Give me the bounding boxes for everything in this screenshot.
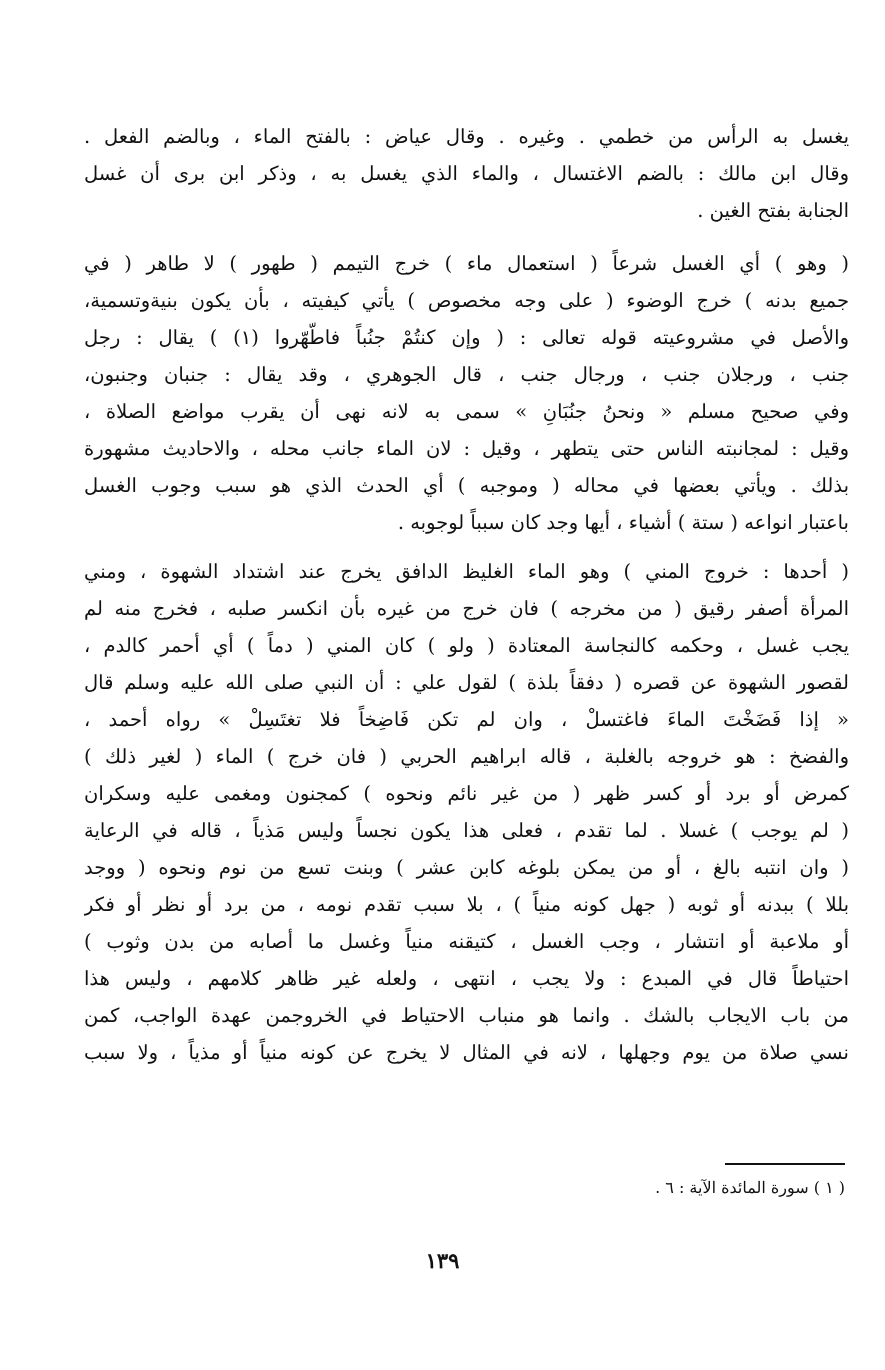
footnote: ( ١ ) سورة المائدة الآية : ٦ . (655, 1178, 845, 1197)
page-number: ١٣٩ (425, 1248, 460, 1273)
text-line: يغسل به الرأس من خطمي . وغيره . وقال عياض : بالفتح الماء ، وبالضم الفعل . (84, 125, 849, 148)
text-line: « إذا فَضَخْتَ الماءَ فاغتسلْ ، وان لم تكن فَاضِخاً فلا تغتَسِلْ » رواه أحمد ، (84, 708, 849, 731)
text-line: المرأة أصفر رقيق ( من مخرجه ) فان خرج من غيره بأن انكسر صلبه ، فخرج منه لم (84, 597, 849, 620)
text-line: الجنابة بفتح الغين . (697, 199, 849, 222)
text-line: وفي صحيح مسلم « ونحنُ جنُبَانِ » سمى به لانه نهى أن يقرب مواضع الصلاة ، (84, 400, 849, 423)
paragraph-2 (84, 245, 849, 541)
text-line: لقصور الشهوة عن قصره ( دفقاً بلذة ) لقول علي : أن النبي صلى الله عليه وسلم قال (84, 671, 849, 694)
paragraph-1 (84, 118, 849, 229)
text-line: جميع بدنه ) خرج الوضوء ( على وجه مخصوص ) يأتي كيفيته ، بأن يكون بنيةوتسمية، (84, 289, 849, 312)
text-line: احتياطاً قال في المبدع : ولا يجب ، انتهى ، ولعله غير ظاهر كلامهم ، وليس هذا (84, 967, 849, 990)
text-line: وقيل : لمجانبته الناس حتى يتطهر ، وقيل : لان الماء جانب محله ، والاحاديث مشهورة (84, 437, 849, 460)
text-line: نسي صلاة من يوم وجهلها ، لانه في المثال لا يخرج عن كونه منياً أو مذياً ، ولا سبب (84, 1041, 849, 1064)
text-line: كمرض أو برد أو كسر ظهر ( من غير نائم ونحوه ) كمجنون ومغمى عليه وسكران (84, 782, 849, 805)
text-line: جنب ، ورجلان جنب ، ورجال جنب ، قال الجوهري ، وقد يقال : جنبان وجنبون، (84, 363, 849, 386)
text-line: والأصل في مشروعيته قوله تعالى : ( وإن كنتُمْ جنُباً فاطّهّروا (١) ) يقال : رجل (84, 326, 849, 349)
text-line: بللا ) ببدنه أو ثوبه ( جهل كونه منياً ) ، بلا سبب تقدم نومه ، من برد أو نظر أو فكر (84, 893, 849, 916)
text-line: من باب الايجاب بالشك . وانما هو منباب الاحتياط في الخروجمن عهدة الواجب، كمن (84, 1004, 849, 1027)
text-line: باعتبار انواعه ( ستة ) أشياء ، أيها وجد كان سبباً لوجوبه . (397, 511, 849, 534)
text-line: أو ملاعبة أو انتشار ، وجب الغسل ، كتيقنه منياً وغسل ما أصابه من بدن وثوب ) (84, 930, 849, 953)
text-line: والفضخ : هو خروجه بالغلبة ، قاله ابراهيم الحربي ( فان خرج ) الماء ( لغير ذلك ) (84, 745, 849, 768)
text-line: يجب غسل ، وحكمه كالنجاسة المعتادة ( ولو ) كان المني ( دماً ) أي أحمر كالدم ، (84, 634, 849, 657)
text-line: بذلك . ويأتي بعضها في محاله ( وموجبه ) أي الحدث الذي هو سبب وجوب الغسل (84, 474, 849, 497)
text-line: وقال ابن مالك : بالضم الاغتسال ، والماء الذي يغسل به ، وذكر ابن برى أن غسل (84, 162, 849, 185)
text-line: ( لم يوجب ) غسلا . لما تقدم ، فعلى هذا يكون نجساً وليس مَذياً ، قاله في الرعاية (84, 819, 849, 842)
paragraph-3 (84, 553, 849, 1071)
page-body (84, 118, 849, 1071)
text-line: ( أحدها : خروج المني ) وهو الماء الغليظ الدافق يخرج عند اشتداد الشهوة ، ومني (84, 560, 849, 583)
text-line: ( وان انتبه بالغ ، أو من يمكن بلوغه كابن عشر ) وبنت تسع من نوم ونحوه ( ووجد (84, 856, 849, 879)
footnote-separator (725, 1163, 845, 1165)
text-line: ( وهو ) أي الغسل شرعاً ( استعمال ماء ) خرج التيمم ( طهور ) لا طاهر ( في (84, 252, 849, 275)
